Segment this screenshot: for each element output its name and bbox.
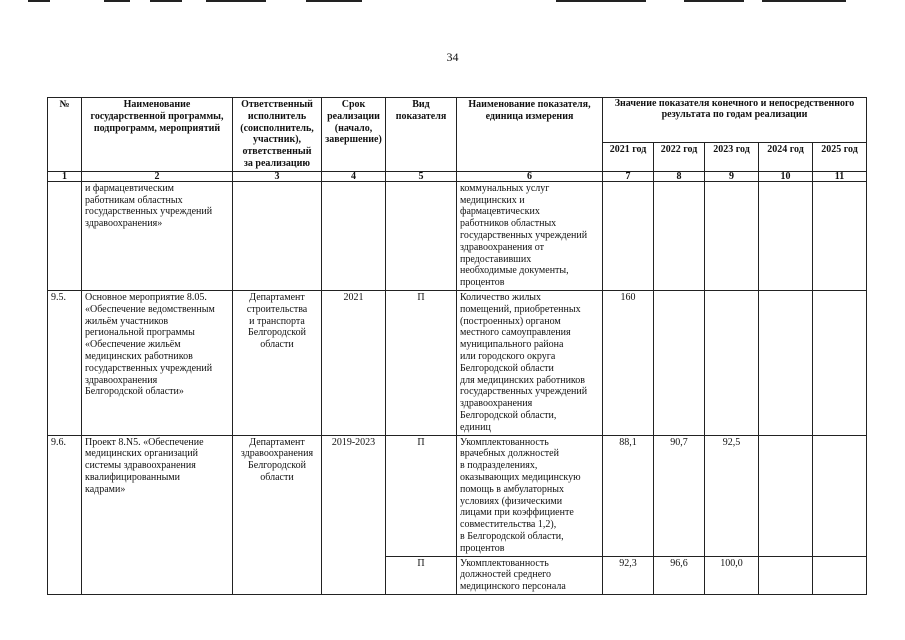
value-2022 (654, 181, 705, 290)
term (322, 181, 386, 290)
value-2022: 96,6 (654, 556, 705, 594)
indicator-type: П (386, 556, 457, 594)
column-number: 1 (48, 171, 82, 181)
executor: Департамент здравоохранения Белгородской области (233, 435, 322, 594)
header-row-top (48, 98, 867, 143)
header-year-2023: 2023 год (705, 142, 759, 171)
indicator-name: коммунальных услуг медицинских и фармацевтических работников областных государственных учреждений здравоохранения от предоставивших необходимые документы, процентов (457, 181, 603, 290)
value-2025 (813, 556, 867, 594)
value-2024 (759, 435, 813, 556)
table-row (48, 181, 867, 290)
program-name: Основное мероприятие 8.05. «Обеспечение ведомственным жильём участников региональной программы «Обеспечение жильём медицинских работников государственных учреждений здравоохранения Белгородской области» (82, 290, 233, 435)
column-number: 4 (322, 171, 386, 181)
value-2021: 160 (603, 290, 654, 435)
indicator-type: П (386, 435, 457, 556)
table-row (48, 435, 867, 556)
value-2023 (705, 181, 759, 290)
indicator-type: П (386, 290, 457, 435)
row-number: 9.5. (48, 290, 82, 435)
header-indicator-type: Вид показателя (386, 98, 457, 172)
row-number: 9.6. (48, 435, 82, 594)
indicator-type (386, 181, 457, 290)
executor: Департамент строительства и транспорта Белгородской области (233, 290, 322, 435)
value-2023: 92,5 (705, 435, 759, 556)
header-year-2024: 2024 год (759, 142, 813, 171)
value-2024 (759, 290, 813, 435)
header-num: № (48, 98, 82, 172)
column-number-row (48, 171, 867, 181)
header-program-name: Наименование государственной программы, подпрограмм, мероприятий (82, 98, 233, 172)
header-year-2025: 2025 год (813, 142, 867, 171)
column-number: 10 (759, 171, 813, 181)
value-2025 (813, 181, 867, 290)
row-number (48, 181, 82, 290)
program-table (47, 97, 867, 595)
column-number: 5 (386, 171, 457, 181)
column-number: 11 (813, 171, 867, 181)
column-number: 9 (705, 171, 759, 181)
value-2024 (759, 556, 813, 594)
indicator-name: Укомплектованность врачебных должностей в подразделениях, оказывающих медицинскую помощь в амбулаторных условиях (физическими лицами при коэффициенте совместительства 1,2), в Белгородской области, процентов (457, 435, 603, 556)
value-2024 (759, 181, 813, 290)
program-name: Проект 8.N5. «Обеспечение медицинских организаций системы здравоохранения квалифицированными кадрами» (82, 435, 233, 594)
header-year-2022: 2022 год (654, 142, 705, 171)
column-number: 2 (82, 171, 233, 181)
value-2022: 90,7 (654, 435, 705, 556)
value-2025 (813, 290, 867, 435)
header-term: Срок реализации (начало, завершение) (322, 98, 386, 172)
indicator-name: Укомплектованность должностей среднего медицинского персонала (457, 556, 603, 594)
header-indicator-name: Наименование показателя, единица измерения (457, 98, 603, 172)
column-number: 8 (654, 171, 705, 181)
value-2022 (654, 290, 705, 435)
value-2021: 92,3 (603, 556, 654, 594)
value-2023 (705, 290, 759, 435)
page-number: 34 (446, 50, 459, 64)
header-year-2021: 2021 год (603, 142, 654, 171)
executor (233, 181, 322, 290)
term: 2021 (322, 290, 386, 435)
scan-top-edge (0, 0, 905, 4)
header-executor: Ответственный исполнитель (соисполнитель, участник), ответственный за реализацию (233, 98, 322, 172)
column-number: 7 (603, 171, 654, 181)
term: 2019-2023 (322, 435, 386, 594)
value-2023: 100,0 (705, 556, 759, 594)
table-row (48, 290, 867, 435)
program-name: и фармацевтическим работникам областных государственных учреждений здравоохранения» (82, 181, 233, 290)
column-number: 6 (457, 171, 603, 181)
header-year-values: Значение показателя конечного и непосредственного результата по годам реализации (603, 98, 867, 143)
value-2025 (813, 435, 867, 556)
value-2021 (603, 181, 654, 290)
column-number: 3 (233, 171, 322, 181)
value-2021: 88,1 (603, 435, 654, 556)
indicator-name: Количество жилых помещений, приобретенных (построенных) органом местного самоуправления муниципального района или городского округа Белгородской области для медицинских работников государственных учреждений здравоохранения Белгородской области, единиц (457, 290, 603, 435)
